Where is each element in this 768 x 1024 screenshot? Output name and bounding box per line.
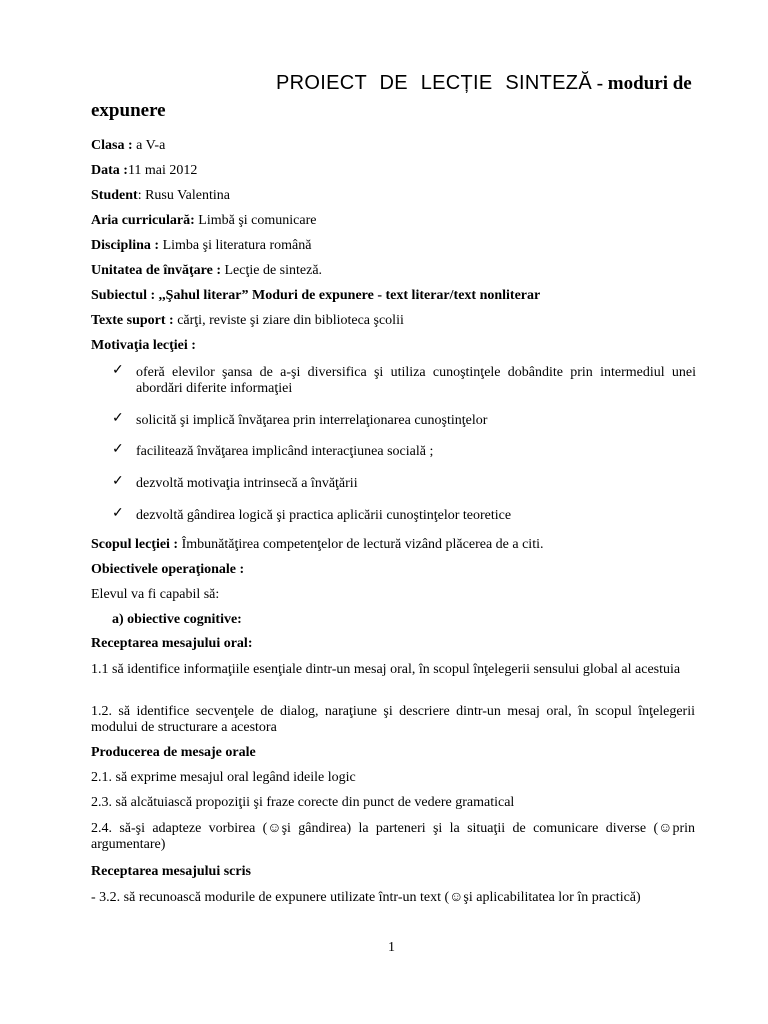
objective-item: 1.2. să identifice secvenţele de dialog, naraţiune şi descriere dintr-un mesaj oral, în scopul înţelegerii modului de structurare a acestora [91,704,695,735]
checkmark-icon: ✓ [112,474,124,489]
motivation-item: oferă elevilor şansa de a-şi diversifica şi utiliza cunoştinţele dobândite prin intermediul unei abordări diferite informaţiei [136,365,696,396]
motivation-heading: Motivaţia lecţiei : [91,338,196,353]
field-aria: Aria curriculară: Limbă şi comunicare [91,213,317,228]
section-heading: Receptarea mesajului scris [91,864,251,879]
motivation-item: facilitează învăţarea implicând interacţiunea socială ; [136,444,434,459]
checkmark-icon: ✓ [112,363,124,378]
motivation-item: dezvoltă gândirea logică şi practica aplicării cunoştinţelor teoretice [136,508,512,523]
checkmark-icon: ✓ [112,442,124,457]
objective-item: 2.4. să-şi adapteze vorbirea (☺şi gândirea) la parteneri şi la situaţii de comunicare diverse (☺prin argumentare) [91,821,695,852]
motivation-item: solicită şi implică învăţarea prin interrelaţionarea cunoştinţelor [136,413,488,428]
section-heading: Producerea de mesaje orale [91,745,256,760]
field-clasa: Clasa : a V-a [91,138,166,153]
field-data: Data :11 mai 2012 [91,163,198,178]
field-student: Student: Rusu Valentina [91,188,230,203]
objective-item: 1.1 să identifice informaţiile esenţiale dintr-un mesaj oral, în scopul înţelegerii sensului global al acestuia [91,662,681,677]
title-sub: - moduri de [591,73,692,94]
objectives-sub-a: a) obiective cognitive: [112,612,242,627]
motivation-item: dezvoltă motivaţia intrinsecă a învăţării [136,476,358,491]
objective-item: - 3.2. să recunoască modurile de expunere utilizate într-un text (☺şi aplicabilitatea lor în practică) [91,890,641,905]
objective-item: 2.3. să alcătuiască propoziţii şi fraze corecte din punct de vedere gramatical [91,795,515,810]
page-number: 1 [388,940,395,955]
field-subiectul: Subiectul : ,,Şahul literar” Moduri de expunere - text literar/text nonliterar [91,288,541,303]
field-unitatea: Unitatea de învăţare : Lecţie de sinteză. [91,263,323,278]
section-heading: Receptarea mesajului oral: [91,636,253,651]
title-continuation: expunere [91,100,166,121]
objectives-intro: Elevul va fi capabil să: [91,587,220,602]
checkmark-icon: ✓ [112,411,124,426]
objective-item: 2.1. să exprime mesajul oral legând ideile logic [91,770,356,785]
scope-line: Scopul lecţiei : Îmbunătăţirea competenţelor de lectură vizând plăcerea de a citi. [91,537,544,552]
checkmark-icon: ✓ [112,506,124,521]
page-title [276,72,696,95]
field-texte-suport: Texte suport : cărţi, reviste şi ziare din biblioteca şcolii [91,313,404,328]
objectives-heading: Obiectivele operaţionale : [91,562,245,577]
field-disciplina: Disciplina : Limba şi literatura română [91,238,312,253]
title-main: PROIECT DE LECȚIE SINTEZĂ [276,72,592,94]
